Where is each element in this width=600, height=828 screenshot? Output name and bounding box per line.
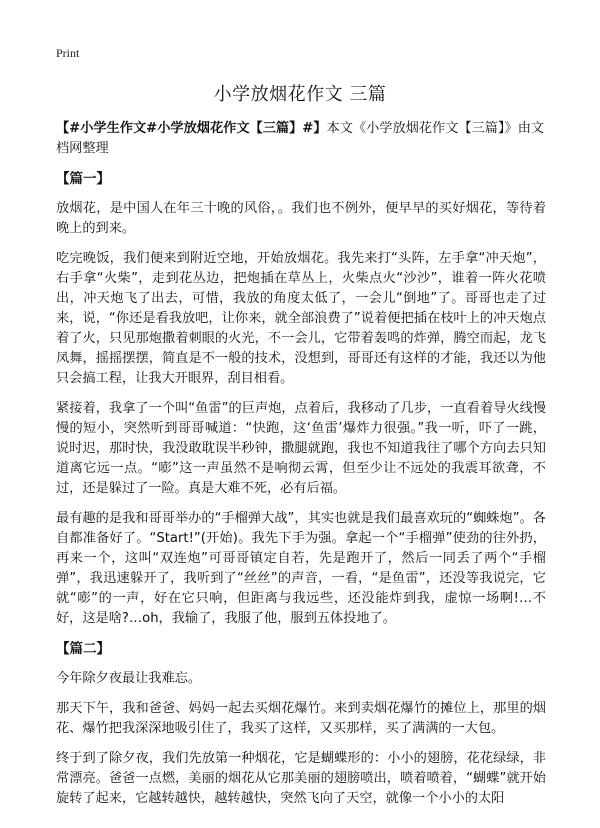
paragraph: 终于到了除夕夜，我们先放第一种烟花，它是蝴蝶形的：小小的翅膀，花花绿绿，非常漂亮。爸爸一点燃，美丽的烟花从它那美丽的翅膀喷出，喷着喷着，“蝴蝶”就开始旋转了起来，它越转越快，越转越快，突然飞向了天空，就像一个小小的太阳 xyxy=(56,751,546,806)
page-title: 小学放烟花作文 三篇 xyxy=(213,84,387,105)
article-body xyxy=(56,119,546,819)
intro-source: 本文《小学放烟花作文【三篇】》由文档网整理 xyxy=(56,121,545,156)
paragraph: 吃完晚饭，我们便来到附近空地，开始放烟花。我先来打“头阵，左手拿“冲天炮”，右手拿“火柴”，走到花丛边，把炮插在草丛上，火柴点火“沙沙”，谁着一阵火花喷出，冲天炮飞了出去，可惜，我放的角度太低了，一会儿“倒地”了。哥哥也走了过来，说，“你还是看我放吧，让你来，就全部浪费了”说着便把插在枝叶上的冲天炮点着了火，只见那炮撒着刺眼的火光，不一会儿，它带着轰鸣的炸弹，腾空而起，龙飞凤舞，摇摇摆摆，简直是不一般的技术，没想到，哥哥还有这样的才能，我还以为他只会搞工程，让我大开眼界，刮目相看。 xyxy=(56,251,546,386)
paragraph: 今年除夕夜最让我难忘。 xyxy=(56,671,202,686)
section-heading-1: 【篇一】 xyxy=(56,171,110,187)
paragraph: 紧接着，我拿了一个叫“鱼雷”的巨声炮，点着后，我移动了几步，一直看着导火线慢慢的短小，突然听到哥哥喊道：“快跑，这‘鱼雷’爆炸力很强。”我一听，吓了一跳，说时迟，那时快，我没敢耽误半秒钟，撒腿就跑，我也不知道我往了哪个方向去只知道离它远一点。“嘭”这一声虽然不是响彻云霄，但至少让不远处的我震耳欲聋，不过，还是躲过了一险。真是大难不死，必有后福。 xyxy=(56,401,546,496)
print-label: Print xyxy=(56,46,80,60)
section-heading-2: 【篇二】 xyxy=(56,641,110,657)
intro-tags: 【#小学生作文#小学放烟花作文【三篇】#】 xyxy=(56,121,327,136)
paragraph: 那天下午，我和爸爸、妈妈一起去买烟花爆竹。来到卖烟花爆竹的摊位上，那里的烟花、爆竹把我深深地吸引住了，我买了这样，又买那样，买了满满的一大包。 xyxy=(56,701,546,736)
paragraph: 最有趣的是我和哥哥举办的“手榴弹大战”，其实也就是我们最喜欢玩的“蜘蛛炮”。各自都准备好了。“Start!”(开始)。我先下手为强。拿起一个“手榴弹”使劲的往外扔，再来一个，这叫“双连炮”可哥哥镇定自若，先是跑开了，然后一同丢了两个“手榴弹”，我迅速躲开了，我听到了“丝丝”的声音，一看，“是鱼雷”，还没等我说完，它就“嘭”的一声，好在它只响，但距离与我远些，还没能炸到我，虚惊一场啊!…不好，这是啥?…oh，我输了，我服了他，服到五体投地了。 xyxy=(56,511,546,626)
intro-line xyxy=(56,119,546,159)
paragraph: 放烟花，是中国人在年三十晚的风俗，。我们也不例外，便早早的买好烟花，等待着晚上的到来。 xyxy=(56,201,546,236)
